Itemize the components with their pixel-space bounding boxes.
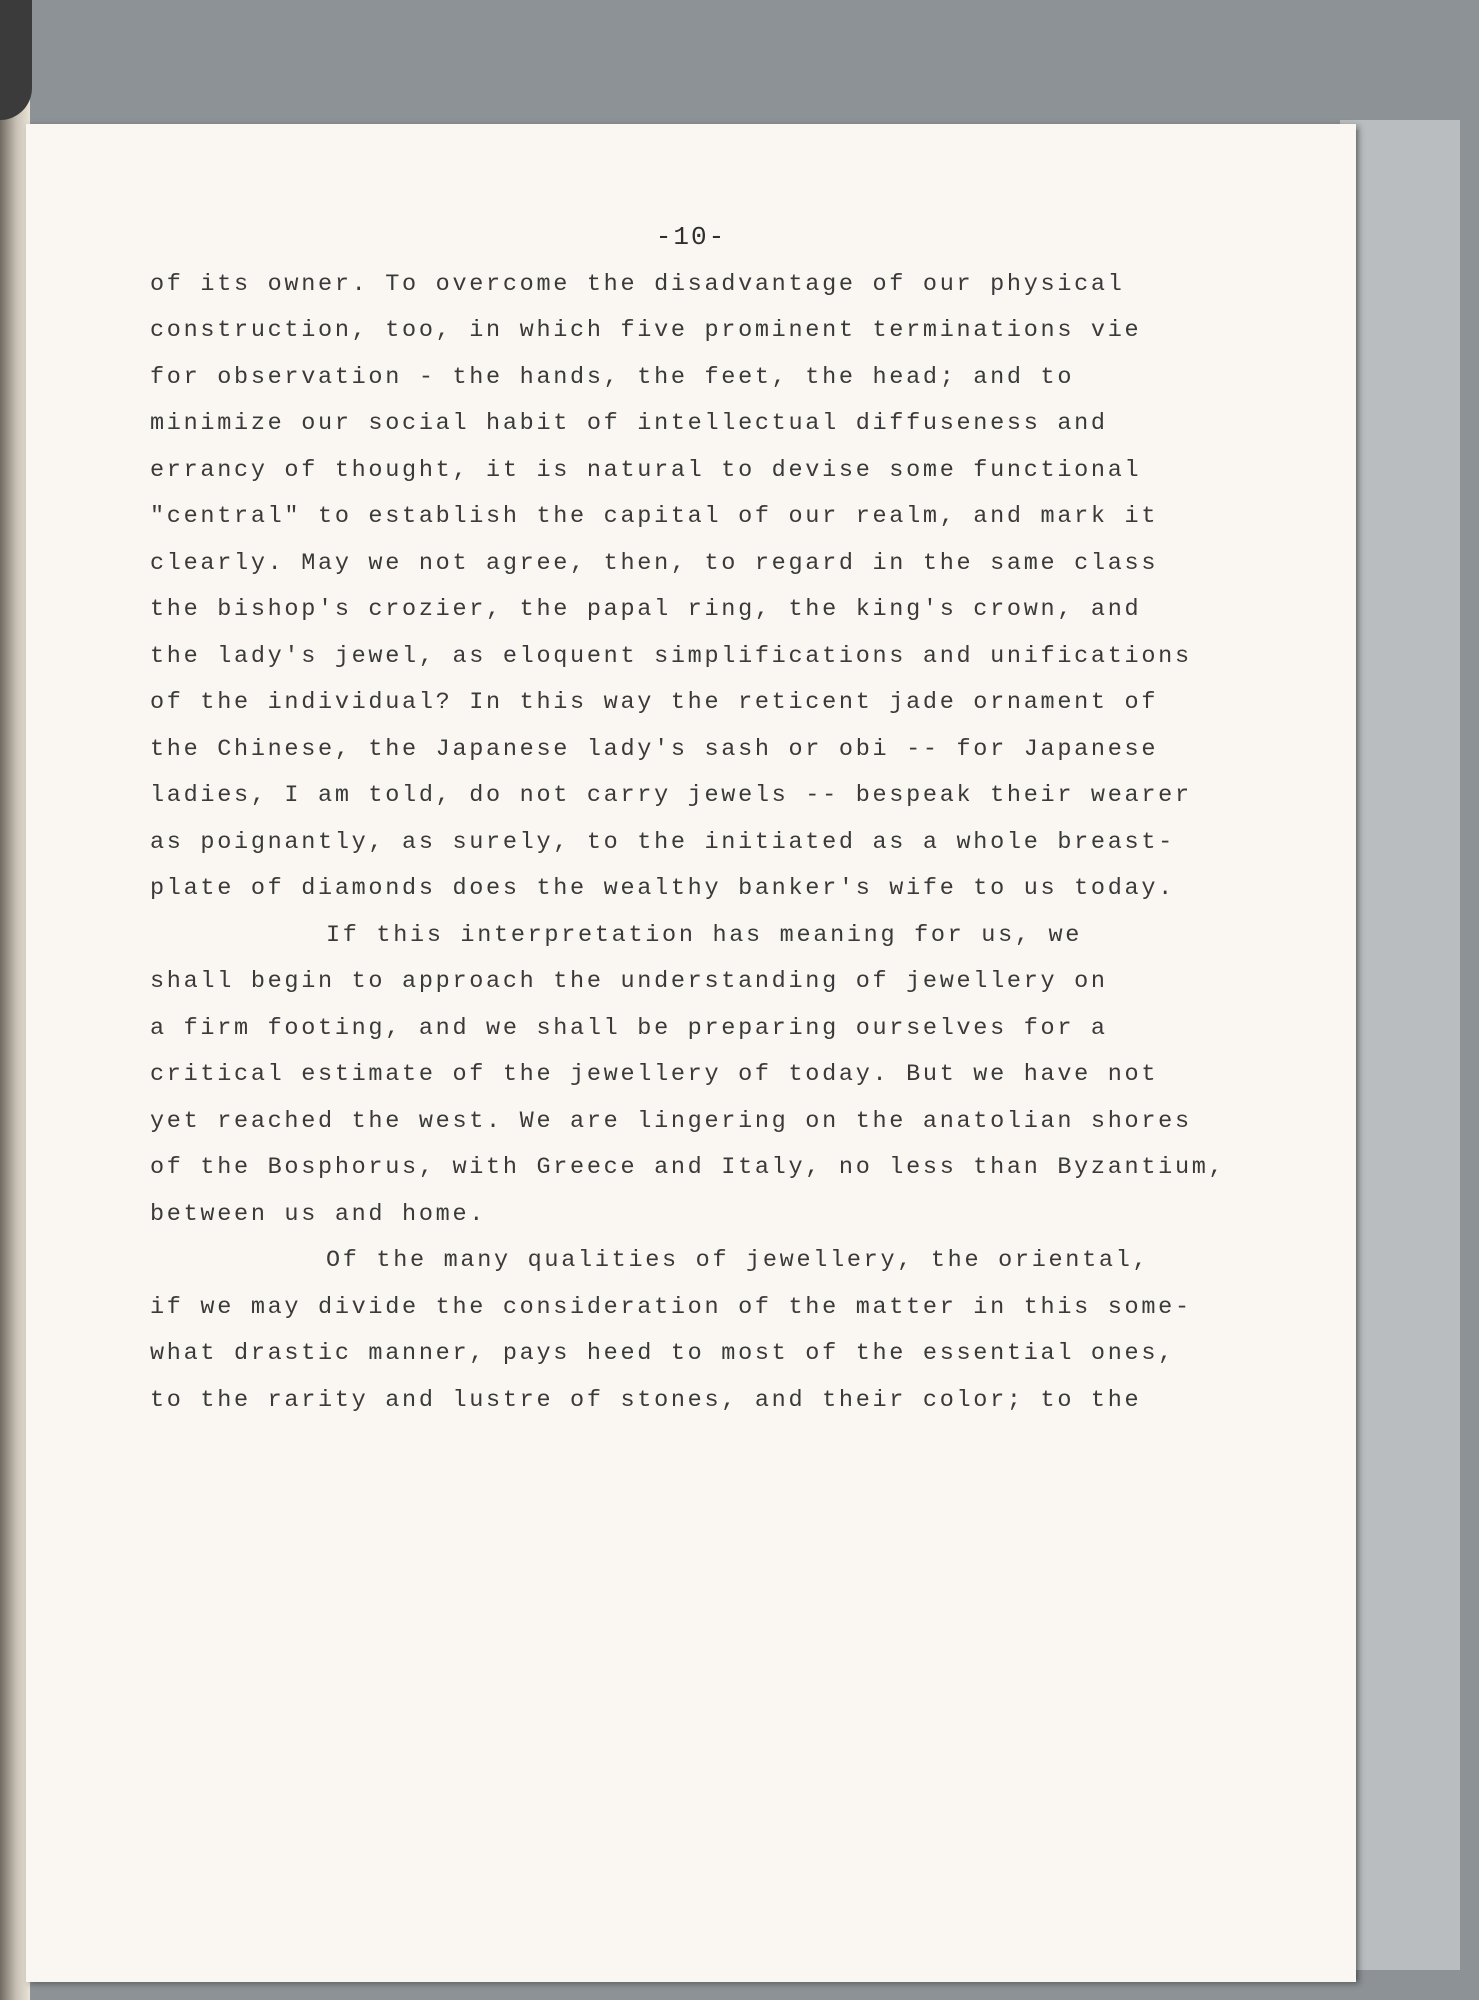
text-line: minimize our social habit of intellectual diffuseness and bbox=[150, 410, 1108, 437]
text-line: to the rarity and lustre of stones, and their color; to the bbox=[150, 1387, 1142, 1414]
text-line: if we may divide the consideration of the matter in this some- bbox=[150, 1294, 1192, 1321]
text-line: of the Bosphorus, with Greece and Italy, no less than Byzantium, bbox=[150, 1154, 1226, 1181]
page-number: -10- bbox=[655, 222, 727, 252]
text-line: critical estimate of the jewellery of today. But we have not bbox=[150, 1061, 1159, 1088]
text-line: yet reached the west. We are lingering on the anatolian shores bbox=[150, 1108, 1192, 1135]
text-line: ladies, I am told, do not carry jewels -- bespeak their wearer bbox=[150, 782, 1192, 809]
text-line: of the individual? In this way the reticent jade ornament of bbox=[150, 689, 1159, 716]
text-line: what drastic manner, pays heed to most of the essential ones, bbox=[150, 1340, 1175, 1367]
text-line: shall begin to approach the understanding of jewellery on bbox=[150, 968, 1108, 995]
text-line: the bishop's crozier, the papal ring, the king's crown, and bbox=[150, 596, 1142, 623]
typed-page bbox=[26, 124, 1356, 1982]
text-line: If this interpretation has meaning for us, we bbox=[326, 922, 1083, 949]
text-line: plate of diamonds does the wealthy banker's wife to us today. bbox=[150, 875, 1175, 902]
left-page-curl bbox=[0, 0, 32, 120]
text-line: clearly. May we not agree, then, to regard in the same class bbox=[150, 550, 1159, 577]
text-line: for observation - the hands, the feet, the head; and to bbox=[150, 364, 1075, 391]
text-line: Of the many qualities of jewellery, the oriental, bbox=[326, 1247, 1150, 1274]
text-line: as poignantly, as surely, to the initiated as a whole breast- bbox=[150, 829, 1175, 856]
text-line: between us and home. bbox=[150, 1201, 487, 1228]
text-line: "central" to establish the capital of our realm, and mark it bbox=[150, 503, 1159, 530]
text-line: the lady's jewel, as eloquent simplifications and unifications bbox=[150, 643, 1192, 670]
text-line: construction, too, in which five prominent terminations vie bbox=[150, 317, 1142, 344]
text-line: of its owner. To overcome the disadvantage of our physical bbox=[150, 271, 1125, 298]
text-line: a firm footing, and we shall be preparing ourselves for a bbox=[150, 1015, 1108, 1042]
text-line: the Chinese, the Japanese lady's sash or obi -- for Japanese bbox=[150, 736, 1159, 763]
text-line: errancy of thought, it is natural to devise some functional bbox=[150, 457, 1142, 484]
